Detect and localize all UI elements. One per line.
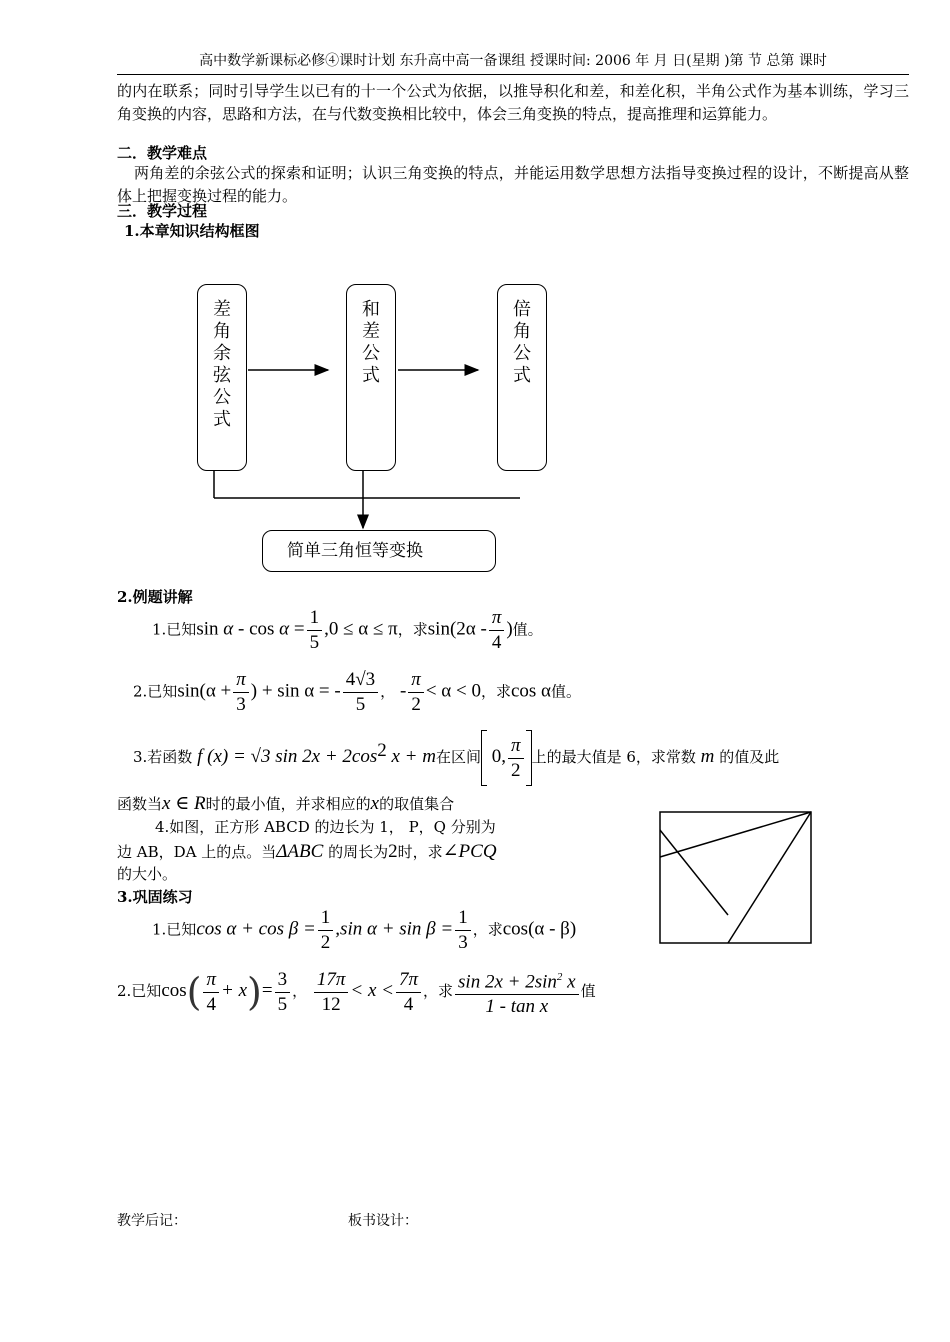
section2-title: 二．教学难点 bbox=[117, 144, 208, 162]
teaching-notes-label: 教学后记： bbox=[117, 1213, 187, 1229]
segment-cp bbox=[660, 812, 811, 857]
square-figure bbox=[658, 810, 814, 946]
subsection2-title: 2.例题讲解 bbox=[117, 588, 193, 606]
subsection3-title: 3.巩固练习 bbox=[117, 888, 193, 906]
segment-cq bbox=[728, 812, 811, 943]
box1-char: 角 bbox=[213, 321, 231, 342]
example-2: 2.已知sin(α + $\frac{\pi}{3}$ ) + sin α = - $\frac{4√3}{5}$ ， - $\frac{\pi}{2}$ < α < 0，求cos α值。 bbox=[133, 669, 582, 715]
box1-char: 余 bbox=[213, 343, 231, 364]
box-double-angle bbox=[497, 284, 547, 471]
box3-char: 式 bbox=[513, 365, 531, 386]
exercise-1: 1.已知cos α + cos β = $\frac{1}{2}$ ,sin α + sin β = $\frac{1}{3}$ ，求cos(α - β) bbox=[152, 907, 577, 953]
box3-char: 角 bbox=[513, 321, 531, 342]
intro-paragraph: 的内在联系；同时引导学生以已有的十一个公式为依据，以推导积化和差，和差化积，半角公式作为基本训练，学习三角变换的内容，思路和方法，在与代数变换相比较中，体会三角变换的特点，提高推理和运算能力。 bbox=[117, 82, 909, 123]
page-header: 高中数学新课标必修④课时计划 东升高中高一备课组 授课时间: 2006 年 月 日(星期 )第 节 总第 课时 bbox=[117, 50, 909, 75]
example-3-line2: 函数当x ∈ R时的最小值，并求相应的x的取值集合 bbox=[117, 793, 455, 814]
segment-inner bbox=[660, 830, 728, 915]
box2-char: 公 bbox=[362, 343, 380, 364]
box1-char: 式 bbox=[213, 409, 231, 430]
box2-char: 差 bbox=[362, 321, 380, 342]
box-sum-difference bbox=[346, 284, 396, 471]
example-4-line2: 边 AB，DA 上的点。当ΔABC 的周长为2时，求∠PCQ bbox=[117, 841, 497, 862]
bottom-box-label: 简单三角恒等变换 bbox=[287, 541, 423, 561]
example-3: 3.若函数 f (x) = √3 $\sin 2x + 2\cos^2$ x + m在区间 0, $\frac{\pi}{2}$ 上的最大值是 6，求常数 m 的值及此 bbox=[133, 730, 779, 786]
box2-char: 式 bbox=[362, 365, 380, 386]
box3-char: 倍 bbox=[513, 299, 531, 320]
example-1: 1.已知sin α - cos α = $\frac{1}{5}$ ,0 ≤ α ≤ π，求sin(2α - $\frac{\pi}{4}$ )值。 bbox=[152, 607, 543, 653]
box-difference-cosine bbox=[197, 284, 247, 471]
exercise-2: 2.已知cos( $\frac{\pi}{4}$ + x)= $\frac{3}{5}$ ， $\frac{17\pi}{12}$ < x < $\frac{7\pi}{4}$ ，求 $\frac{\sin 2x + 2\sin^2 x}{\text{1 - tan x}}$ 值 bbox=[117, 965, 596, 1019]
box2-char: 和 bbox=[362, 299, 380, 320]
section2-paragraph: 两角差的余弦公式的探索和证明；认识三角变换的特点，并能运用数学思想方法指导变换过程的设计，不断提高从整体上把握变换过程的能力。 bbox=[117, 164, 909, 205]
example-4-line3: 的大小。 bbox=[117, 865, 178, 883]
box1-char: 差 bbox=[213, 299, 231, 320]
subsection1-title: 1.本章知识结构框图 bbox=[124, 222, 260, 240]
section3-title: 三．教学过程 bbox=[117, 202, 208, 220]
box-simple-identity bbox=[262, 530, 496, 572]
square-outline bbox=[660, 812, 811, 943]
box3-char: 公 bbox=[513, 343, 531, 364]
box1-char: 公 bbox=[213, 387, 231, 408]
box1-char: 弦 bbox=[213, 365, 231, 386]
example-4-line1: 4.如图，正方形 ABCD 的边长为 1， P，Q 分别为 bbox=[155, 818, 496, 836]
board-design-label: 板书设计： bbox=[348, 1213, 418, 1229]
